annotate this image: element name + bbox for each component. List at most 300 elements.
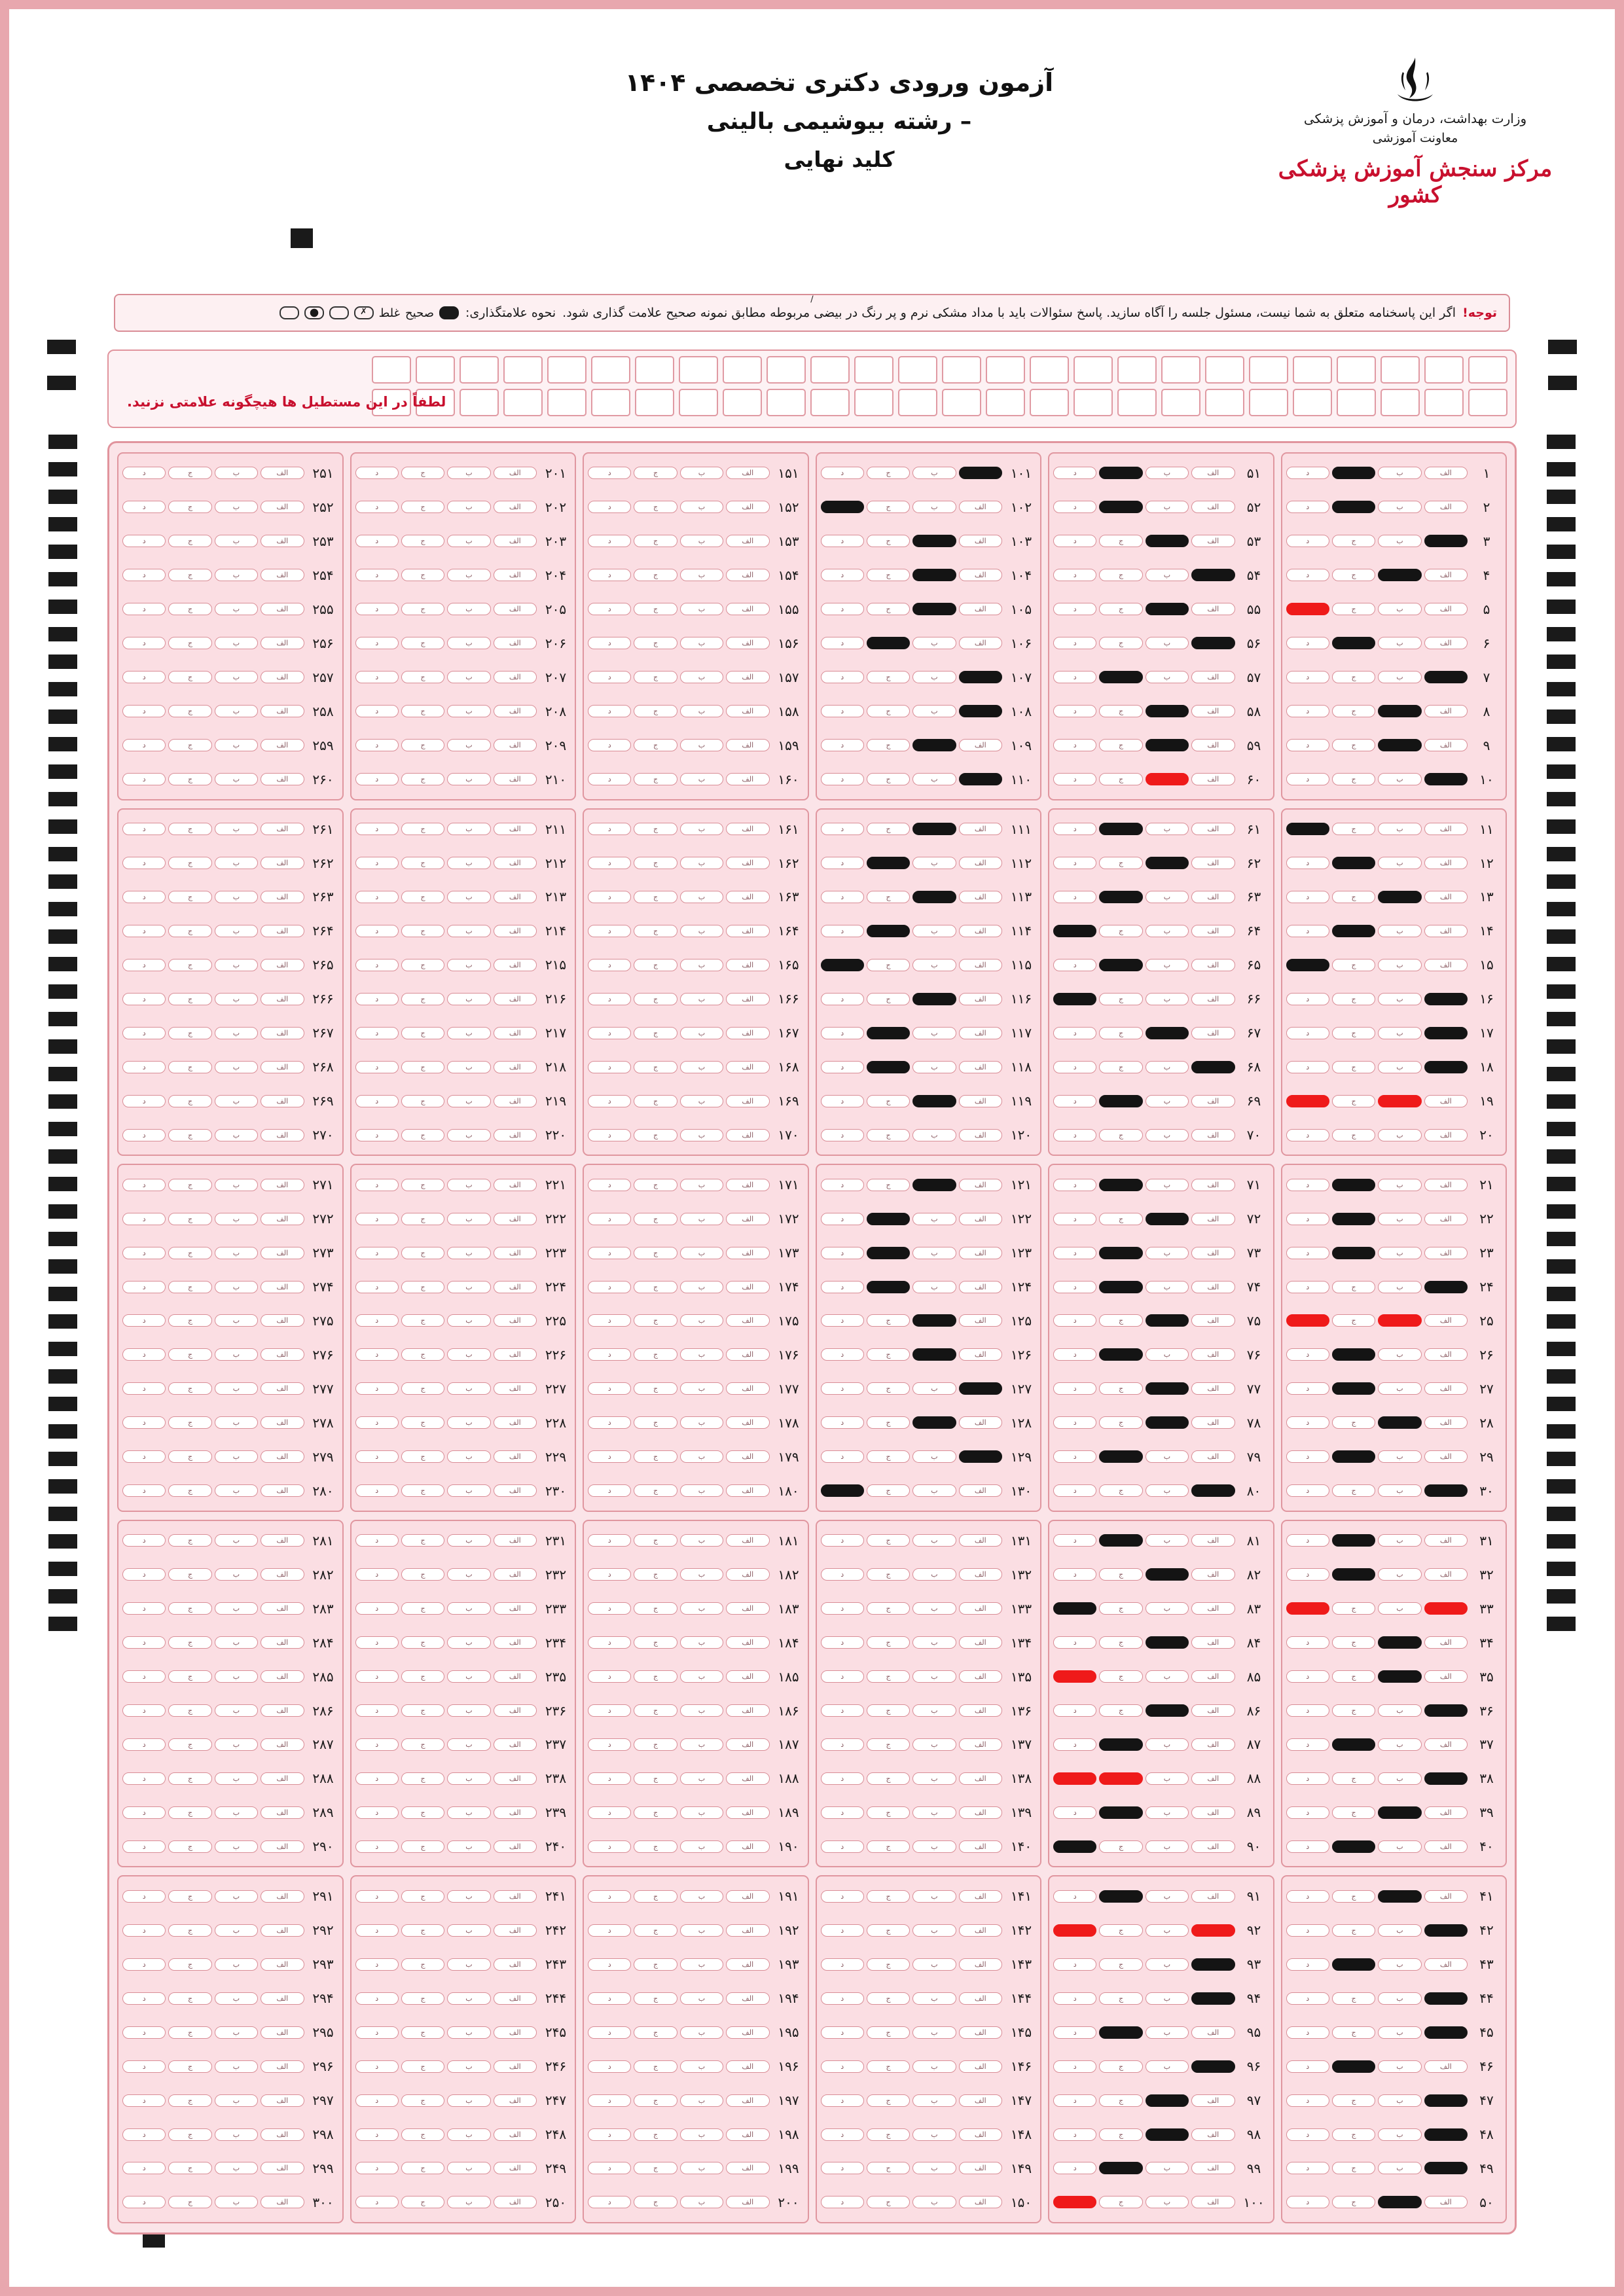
option-bubble[interactable]: الف [494,1484,537,1497]
option-bubble[interactable]: الف [494,1061,537,1073]
option-bubble[interactable]: ب [1146,993,1189,1005]
option-bubble[interactable]: د [1286,993,1329,1005]
option-bubble[interactable]: د [122,959,166,971]
option-bubble[interactable]: الف [959,1806,1002,1819]
option-bubble[interactable]: الف [494,1095,537,1107]
option-bubble[interactable]: ب [215,603,258,615]
option-bubble[interactable]: ج [1332,1636,1375,1649]
option-bubble[interactable]: ج [634,501,677,513]
option-bubble[interactable]: ب [680,1213,723,1225]
option-bubble[interactable]: ج [168,1348,211,1361]
option-bubble[interactable]: ب [215,891,258,903]
option-bubble[interactable]: ج [634,603,677,615]
option-bubble[interactable]: ب [680,1129,723,1141]
option-bubble[interactable] [1332,1568,1375,1581]
option-bubble[interactable]: الف [1191,1095,1235,1107]
option-bubble[interactable]: الف [726,1636,769,1649]
option-bubble[interactable]: الف [494,671,537,683]
option-bubble[interactable]: ب [1378,1738,1421,1751]
option-bubble[interactable]: الف [261,959,304,971]
option-bubble[interactable]: د [122,1416,166,1429]
option-bubble[interactable]: الف [959,1772,1002,1785]
option-bubble[interactable]: الف [959,823,1002,835]
option-bubble[interactable]: الف [959,2162,1002,2174]
option-bubble[interactable]: ج [1099,705,1142,717]
option-bubble[interactable]: ج [168,2196,211,2208]
option-bubble[interactable]: ب [447,823,490,835]
option-bubble[interactable]: ج [168,1992,211,2005]
option-bubble[interactable]: الف [726,2162,769,2174]
option-bubble[interactable]: د [821,2196,864,2208]
option-bubble[interactable]: د [1053,705,1096,717]
option-bubble[interactable]: د [821,1602,864,1615]
option-bubble[interactable]: د [1053,1738,1096,1751]
option-bubble[interactable]: ب [680,1772,723,1785]
option-bubble[interactable]: د [588,603,631,615]
option-bubble[interactable]: د [821,1281,864,1293]
option-bubble[interactable]: ب [680,925,723,937]
option-bubble[interactable]: ب [215,823,258,835]
option-bubble[interactable]: ب [680,959,723,971]
option-bubble[interactable]: ج [168,1450,211,1463]
option-bubble[interactable]: الف [959,535,1002,547]
option-bubble[interactable] [1378,1890,1421,1903]
option-bubble[interactable] [1146,1213,1189,1225]
option-bubble[interactable]: ب [447,1772,490,1785]
option-bubble[interactable]: ج [168,671,211,683]
option-bubble[interactable]: ب [447,2196,490,2208]
option-bubble[interactable]: ب [1146,1958,1189,1971]
option-bubble[interactable] [1378,705,1421,717]
option-bubble[interactable]: ب [447,1602,490,1615]
option-bubble[interactable]: ج [168,993,211,1005]
option-bubble[interactable]: الف [494,1840,537,1853]
option-bubble[interactable]: الف [726,1602,769,1615]
option-bubble[interactable]: د [1053,2162,1096,2174]
option-bubble[interactable]: د [821,2128,864,2141]
option-bubble[interactable]: ج [634,1992,677,2005]
option-bubble[interactable]: ب [215,1061,258,1073]
option-bubble[interactable] [912,1179,956,1191]
option-bubble[interactable]: الف [726,501,769,513]
option-bubble[interactable]: ب [447,1958,490,1971]
option-bubble[interactable]: د [122,1247,166,1259]
option-bubble[interactable]: الف [726,1247,769,1259]
option-bubble[interactable] [1378,1095,1421,1107]
option-bubble[interactable]: د [122,637,166,649]
option-bubble[interactable]: ب [1146,1890,1189,1903]
option-bubble[interactable]: ج [867,1840,910,1853]
option-bubble[interactable]: ب [912,1704,956,1717]
option-bubble[interactable] [867,637,910,649]
option-bubble[interactable]: ب [215,1534,258,1547]
option-bubble[interactable] [959,773,1002,785]
option-bubble[interactable]: د [355,1348,399,1361]
option-bubble[interactable]: الف [261,1636,304,1649]
option-bubble[interactable]: الف [959,1958,1002,1971]
option-bubble[interactable]: ج [1099,1382,1142,1395]
option-bubble[interactable]: الف [1191,857,1235,869]
option-bubble[interactable]: د [1286,857,1329,869]
option-bubble[interactable]: الف [494,1924,537,1937]
option-bubble[interactable]: ج [1099,1704,1142,1717]
option-bubble[interactable]: ب [1378,925,1421,937]
option-bubble[interactable]: الف [494,1416,537,1429]
option-bubble[interactable]: الف [494,1247,537,1259]
option-bubble[interactable] [1191,1958,1235,1971]
option-bubble[interactable]: الف [494,1992,537,2005]
option-bubble[interactable] [1099,1247,1142,1259]
option-bubble[interactable]: د [122,1213,166,1225]
option-bubble[interactable] [1146,857,1189,869]
option-bubble[interactable]: ب [1378,1129,1421,1141]
option-bubble[interactable] [1146,739,1189,751]
option-bubble[interactable]: الف [1424,569,1468,581]
option-bubble[interactable]: د [122,1027,166,1039]
option-bubble[interactable]: ب [1378,1568,1421,1581]
option-bubble[interactable]: الف [494,1602,537,1615]
option-bubble[interactable]: ج [634,1129,677,1141]
option-bubble[interactable]: الف [1191,1738,1235,1751]
option-bubble[interactable] [1099,1534,1142,1547]
option-bubble[interactable]: د [1053,2094,1096,2107]
option-bubble[interactable]: د [588,1314,631,1327]
option-bubble[interactable]: الف [1191,1281,1235,1293]
option-bubble[interactable]: الف [261,823,304,835]
option-bubble[interactable]: د [588,959,631,971]
option-bubble[interactable] [1099,1179,1142,1191]
option-bubble[interactable]: الف [726,1670,769,1683]
option-bubble[interactable]: ب [447,857,490,869]
option-bubble[interactable]: د [355,1382,399,1395]
option-bubble[interactable]: ب [215,1416,258,1429]
option-bubble[interactable]: الف [959,1534,1002,1547]
option-bubble[interactable]: الف [261,2162,304,2174]
option-bubble[interactable]: ج [168,1958,211,1971]
option-bubble[interactable]: د [355,1958,399,1971]
option-bubble[interactable]: ج [634,959,677,971]
option-bubble[interactable]: ب [912,2026,956,2039]
option-bubble[interactable]: ج [1332,1924,1375,1937]
option-bubble[interactable]: ج [401,1416,444,1429]
option-bubble[interactable]: الف [726,1027,769,1039]
option-bubble[interactable]: الف [261,1348,304,1361]
option-bubble[interactable]: ب [1146,2196,1189,2208]
option-bubble[interactable]: الف [261,1061,304,1073]
option-bubble[interactable]: ب [1146,1992,1189,2005]
option-bubble[interactable]: ج [1332,569,1375,581]
option-bubble[interactable]: ج [401,1772,444,1785]
option-bubble[interactable]: الف [494,603,537,615]
option-bubble[interactable]: د [355,1484,399,1497]
option-bubble[interactable]: الف [1191,925,1235,937]
option-bubble[interactable] [821,501,864,513]
option-bubble[interactable]: د [588,1602,631,1615]
option-bubble[interactable]: د [355,2128,399,2141]
option-bubble[interactable]: ج [1332,1806,1375,1819]
option-bubble[interactable]: ب [215,2094,258,2107]
option-bubble[interactable]: د [122,1924,166,1937]
option-bubble[interactable]: الف [959,1095,1002,1107]
option-bubble[interactable]: ج [401,671,444,683]
option-bubble[interactable] [867,1213,910,1225]
option-bubble[interactable]: الف [1191,1247,1235,1259]
option-bubble[interactable]: ج [634,1772,677,1785]
option-bubble[interactable] [1332,1534,1375,1547]
option-bubble[interactable]: د [122,1095,166,1107]
option-bubble[interactable]: ب [1378,2162,1421,2174]
option-bubble[interactable]: الف [1191,1806,1235,1819]
option-bubble[interactable]: د [821,2162,864,2174]
option-bubble[interactable]: الف [1424,857,1468,869]
option-bubble[interactable]: د [588,925,631,937]
option-bubble[interactable]: د [355,1416,399,1429]
option-bubble[interactable]: ب [215,1213,258,1225]
option-bubble[interactable]: ب [680,1958,723,1971]
option-bubble[interactable]: د [355,705,399,717]
option-bubble[interactable]: د [122,1129,166,1141]
option-bubble[interactable]: ب [447,1095,490,1107]
option-bubble[interactable]: الف [726,467,769,479]
option-bubble[interactable]: د [1286,773,1329,785]
option-bubble[interactable]: الف [494,2162,537,2174]
option-bubble[interactable]: الف [959,739,1002,751]
option-bubble[interactable]: ج [401,1450,444,1463]
option-bubble[interactable]: ج [401,1958,444,1971]
option-bubble[interactable]: د [355,1281,399,1293]
option-bubble[interactable]: د [1286,1738,1329,1751]
option-bubble[interactable]: ج [1332,1484,1375,1497]
option-bubble[interactable]: ب [447,1738,490,1751]
option-bubble[interactable]: ج [1099,773,1142,785]
option-bubble[interactable] [1286,603,1329,615]
option-bubble[interactable]: ب [680,2026,723,2039]
option-bubble[interactable]: ج [1332,891,1375,903]
option-bubble[interactable]: ج [168,1840,211,1853]
option-bubble[interactable] [1378,1806,1421,1819]
option-bubble[interactable]: ب [912,1568,956,1581]
option-bubble[interactable]: ب [1378,2094,1421,2107]
option-bubble[interactable]: د [355,739,399,751]
option-bubble[interactable]: د [588,1924,631,1937]
option-bubble[interactable]: ب [912,1602,956,1615]
option-bubble[interactable]: ب [1146,637,1189,649]
option-bubble[interactable]: ج [867,671,910,683]
option-bubble[interactable]: ب [215,959,258,971]
option-bubble[interactable]: الف [726,705,769,717]
option-bubble[interactable] [912,535,956,547]
option-bubble[interactable]: ب [1146,1247,1189,1259]
option-bubble[interactable]: د [821,773,864,785]
option-bubble[interactable]: ب [215,857,258,869]
option-bubble[interactable] [1332,501,1375,513]
option-bubble[interactable]: د [1286,1247,1329,1259]
option-bubble[interactable]: ب [1146,959,1189,971]
option-bubble[interactable]: د [1053,739,1096,751]
option-bubble[interactable]: د [1286,2060,1329,2073]
option-bubble[interactable]: د [122,1636,166,1649]
option-bubble[interactable]: د [355,1636,399,1649]
option-bubble[interactable]: د [588,857,631,869]
option-bubble[interactable]: ب [215,2060,258,2073]
option-bubble[interactable] [912,1416,956,1429]
option-bubble[interactable]: ب [912,637,956,649]
option-bubble[interactable]: ب [1146,1924,1189,1937]
option-bubble[interactable]: الف [494,1027,537,1039]
option-bubble[interactable]: ج [634,1670,677,1683]
option-bubble[interactable]: ب [680,1924,723,1937]
option-bubble[interactable]: د [355,1704,399,1717]
option-bubble[interactable] [1099,467,1142,479]
option-bubble[interactable]: د [355,1061,399,1073]
option-bubble[interactable]: ج [168,1484,211,1497]
option-bubble[interactable]: ب [680,993,723,1005]
option-bubble[interactable]: د [1053,1129,1096,1141]
option-bubble[interactable]: ج [168,1738,211,1751]
option-bubble[interactable]: الف [1424,1670,1468,1683]
option-bubble[interactable]: ج [867,603,910,615]
option-bubble[interactable]: د [355,637,399,649]
option-bubble[interactable]: ب [215,467,258,479]
option-bubble[interactable]: ب [447,1129,490,1141]
option-bubble[interactable]: ج [168,1636,211,1649]
option-bubble[interactable]: د [355,1738,399,1751]
option-bubble[interactable]: ب [447,925,490,937]
option-bubble[interactable] [1146,1027,1189,1039]
option-bubble[interactable]: د [821,1129,864,1141]
option-bubble[interactable]: ج [867,1958,910,1971]
option-bubble[interactable]: ب [680,671,723,683]
option-bubble[interactable]: ج [1099,1416,1142,1429]
option-bubble[interactable]: د [1286,2094,1329,2107]
option-bubble[interactable]: د [821,1450,864,1463]
option-bubble[interactable]: د [122,2196,166,2208]
option-bubble[interactable]: د [122,891,166,903]
option-bubble[interactable]: ج [1332,1416,1375,1429]
option-bubble[interactable]: ب [1146,1281,1189,1293]
option-bubble[interactable]: الف [261,1179,304,1191]
option-bubble[interactable]: ج [634,925,677,937]
option-bubble[interactable]: ب [447,1568,490,1581]
option-bubble[interactable]: ب [215,1179,258,1191]
option-bubble[interactable]: الف [261,857,304,869]
option-bubble[interactable]: ب [912,2162,956,2174]
option-bubble[interactable]: الف [494,739,537,751]
option-bubble[interactable]: ب [215,1772,258,1785]
option-bubble[interactable]: الف [1424,1382,1468,1395]
option-bubble[interactable]: د [821,2060,864,2073]
option-bubble[interactable]: ج [168,1314,211,1327]
option-bubble[interactable]: د [355,2026,399,2039]
option-bubble[interactable]: ب [680,1027,723,1039]
option-bubble[interactable]: د [588,1890,631,1903]
option-bubble[interactable]: د [821,2094,864,2107]
option-bubble[interactable]: ج [168,467,211,479]
option-bubble[interactable]: الف [261,1314,304,1327]
option-bubble[interactable]: ج [1332,773,1375,785]
option-bubble[interactable]: ب [680,1450,723,1463]
option-bubble[interactable]: ج [1099,739,1142,751]
option-bubble[interactable]: د [1053,1095,1096,1107]
option-bubble[interactable]: ب [1378,773,1421,785]
option-bubble[interactable]: د [821,1772,864,1785]
option-bubble[interactable]: ج [867,1179,910,1191]
option-bubble[interactable]: الف [1191,1450,1235,1463]
option-bubble[interactable]: ب [1146,1129,1189,1141]
option-bubble[interactable]: ج [401,1704,444,1717]
option-bubble[interactable]: ب [447,1924,490,1937]
option-bubble[interactable]: د [122,2026,166,2039]
option-bubble[interactable]: ب [680,1416,723,1429]
option-bubble[interactable]: ب [215,1095,258,1107]
option-bubble[interactable]: الف [726,1484,769,1497]
option-bubble[interactable]: الف [726,1992,769,2005]
option-bubble[interactable]: ج [401,637,444,649]
option-bubble[interactable]: ج [634,671,677,683]
option-bubble[interactable]: الف [1424,1129,1468,1141]
option-bubble[interactable]: الف [1424,1213,1468,1225]
option-bubble[interactable]: ج [634,1636,677,1649]
option-bubble[interactable]: الف [494,569,537,581]
option-bubble[interactable]: د [588,1670,631,1683]
option-bubble[interactable]: ب [1378,959,1421,971]
option-bubble[interactable]: ج [401,2026,444,2039]
option-bubble[interactable]: د [588,1534,631,1547]
option-bubble[interactable]: د [122,2060,166,2073]
option-bubble[interactable]: د [588,2094,631,2107]
option-bubble[interactable]: د [1286,1840,1329,1853]
option-bubble[interactable]: د [1053,1416,1096,1429]
option-bubble[interactable]: ب [1378,1281,1421,1293]
option-bubble[interactable]: الف [1424,2060,1468,2073]
option-bubble[interactable]: ج [634,1416,677,1429]
option-bubble[interactable]: الف [1424,1247,1468,1259]
option-bubble[interactable]: ج [867,535,910,547]
option-bubble[interactable]: الف [726,2196,769,2208]
option-bubble[interactable]: د [122,773,166,785]
option-bubble[interactable] [1286,1602,1329,1615]
option-bubble[interactable]: د [821,739,864,751]
option-bubble[interactable]: الف [261,1958,304,1971]
option-bubble[interactable]: ج [1332,1314,1375,1327]
option-bubble[interactable]: ج [168,2026,211,2039]
option-bubble[interactable]: د [122,501,166,513]
option-bubble[interactable]: ب [912,671,956,683]
option-bubble[interactable] [1099,2162,1142,2174]
option-bubble[interactable]: الف [494,705,537,717]
option-bubble[interactable] [821,959,864,971]
option-bubble[interactable]: د [821,1890,864,1903]
option-bubble[interactable]: د [122,535,166,547]
option-bubble[interactable]: د [588,2128,631,2141]
option-bubble[interactable]: د [588,2196,631,2208]
option-bubble[interactable]: ج [867,1772,910,1785]
option-bubble[interactable]: د [588,739,631,751]
option-bubble[interactable]: د [355,535,399,547]
option-bubble[interactable]: ب [215,2196,258,2208]
option-bubble[interactable]: ب [680,501,723,513]
option-bubble[interactable]: د [821,823,864,835]
option-bubble[interactable]: د [588,1450,631,1463]
option-bubble[interactable]: د [1286,1348,1329,1361]
option-bubble[interactable] [1378,1670,1421,1683]
option-bubble[interactable]: ج [1332,739,1375,751]
option-bubble[interactable]: ج [401,2162,444,2174]
option-bubble[interactable]: ج [867,993,910,1005]
option-bubble[interactable]: ب [1378,823,1421,835]
option-bubble[interactable]: ج [1332,1670,1375,1683]
option-bubble[interactable]: ب [680,857,723,869]
